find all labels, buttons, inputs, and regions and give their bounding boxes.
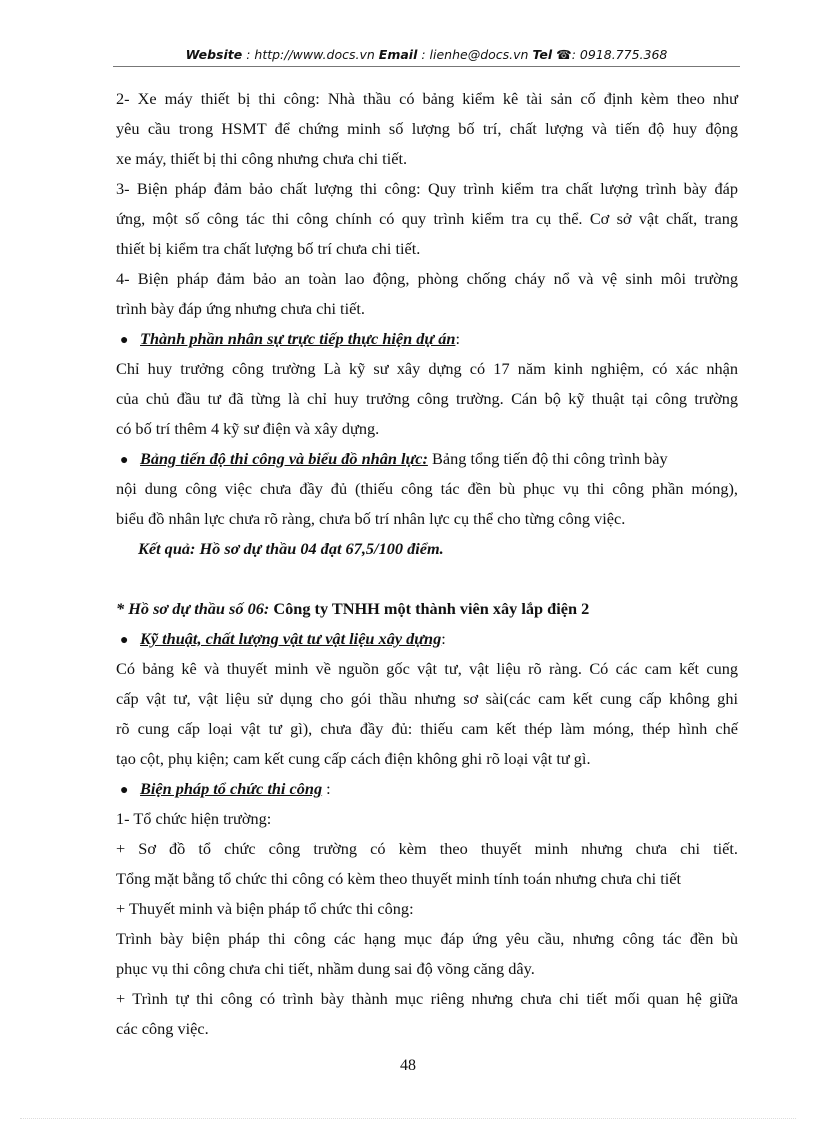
bullet-dot-icon: ● [120,633,129,648]
blank-line [116,564,738,594]
paragraph-line: + Trình tự thi công có trình bày thành mục riêng nhưng chưa chi tiết mối quan hệ giữa [116,989,738,1008]
bullet-item [116,624,738,654]
document-body [116,84,738,1044]
result-line: Kết quả: Hồ sơ dự thầu 04 đạt 67,5/100 điểm. [138,539,444,558]
tel-sep: : [571,47,580,62]
section-title: * Hồ sơ dự thầu số 06: [116,599,270,618]
paragraph-line: biểu đồ nhân lực chưa rõ ràng, chưa bố trí nhân lực cụ thể cho từng công việc. [116,509,626,528]
bullet-item [116,774,738,804]
paragraph-line: các công việc. [116,1019,209,1038]
paragraph-line: 1- Tổ chức hiện trường: [116,809,272,828]
paragraph-line: 3- Biện pháp đảm bảo chất lượng thi công: Quy trình kiểm tra chất lượng trình bày đáp [116,179,738,198]
bullet-heading: Thành phần nhân sự trực tiếp thực hiện dự án [140,329,456,348]
footer-divider [20,1118,796,1119]
paragraph-line: Có bảng kê và thuyết minh về nguồn gốc vật tư, vật liệu rõ ràng. Có các cam kết cung [116,659,738,678]
paragraph-line: thiết bị kiểm tra chất lượng bố trí chưa chi tiết. [116,239,421,258]
paragraph-line: 4- Biện pháp đảm bảo an toàn lao động, phòng chống cháy nổ và vệ sinh môi trường [116,269,738,288]
website-sep: : [242,47,255,62]
paragraph-line: xe máy, thiết bị thi công nhưng chưa chi tiết. [116,149,408,168]
paragraph-line: Tổng mặt bằng tổ chức thi công có kèm theo thuyết minh tính toán nhưng chưa chi tiết [116,869,681,888]
bullet-heading: Biện pháp tổ chức thi công [140,779,323,798]
page-header [113,46,740,67]
bullet-colon: : [441,629,446,648]
section-heading [116,594,738,624]
website-url[interactable]: http://www.docs.vn [254,47,375,62]
email-address[interactable]: lienhe@docs.vn [429,47,529,62]
phone-icon: ☎ [556,47,572,62]
website-label: Website [185,47,243,62]
paragraph-line: cấp vật tư, vật liệu sử dụng cho gói thầu nhưng sơ sài(các cam kết cung cấp không ghi [116,689,738,708]
bullet-item [116,444,738,474]
section-company: Công ty TNHH một thành viên xây lắp điện 2 [269,599,590,618]
paragraph-line: của chủ đầu tư đã từng là chỉ huy trưởng công trường. Cán bộ kỹ thuật tại công trường [116,389,738,408]
paragraph-line: + Thuyết minh và biện pháp tổ chức thi công: [116,899,414,918]
paragraph-line: rõ cung cấp loại vật tư gì), chưa đầy đủ: thiếu cam kết thép làm móng, thép hình chế [116,719,738,738]
paragraph-line: nội dung công việc chưa đầy đủ (thiếu công tác đền bù phục vụ thi công phần móng), [116,479,738,498]
paragraph-line: Chỉ huy trưởng công trường Là kỹ sư xây dựng có 17 năm kinh nghiệm, có xác nhận [116,359,738,378]
bullet-dot-icon: ● [120,453,129,468]
paragraph-line: + Sơ đồ tổ chức công trường có kèm theo thuyết minh nhưng chưa chi tiết. [116,839,738,858]
paragraph-line: ứng, một số công tác thi công chính có quy trình kiểm tra cụ thể. Cơ sở vật chất, trang [116,209,738,228]
paragraph-line: tạo cột, phụ kiện; cam kết cung cấp cách điện không ghi rõ loại vật tư gì. [116,749,591,768]
bullet-dot-icon: ● [120,333,129,348]
paragraph-line: trình bày đáp ứng nhưng chưa chi tiết. [116,299,365,318]
bullet-heading: Kỹ thuật, chất lượng vật tư vật liệu xây dựng [140,629,442,648]
bullet-dot-icon: ● [120,783,129,798]
email-sep: : [417,47,430,62]
bullet-colon: : [455,329,460,348]
bullet-heading: Bảng tiến độ thi công và biểu đồ nhân lực: [140,449,428,468]
bullet-text: Bảng tổng tiến độ thi công trình bày [427,449,668,468]
tel-number: 0918.775.368 [579,47,668,62]
bullet-item [116,324,738,354]
tel-label: Tel [532,47,553,62]
email-label: Email [378,47,418,62]
page-number: 48 [400,1057,416,1074]
paragraph-line: yêu cầu trong HSMT để chứng minh số lượng bố trí, chất lượng và tiến độ huy động [116,119,738,138]
paragraph-line: có bố trí thêm 4 kỹ sư điện và xây dựng. [116,419,380,438]
paragraph-line: phục vụ thi công chưa chi tiết, nhầm dung sai độ võng căng dây. [116,959,535,978]
paragraph-line: Trình bày biện pháp thi công các hạng mục đáp ứng yêu cầu, nhưng công tác đền bù [116,929,738,948]
bullet-colon: : [322,779,331,798]
paragraph-line: 2- Xe máy thiết bị thi công: Nhà thầu có bảng kiểm kê tài sản cố định kèm theo như [116,89,738,108]
